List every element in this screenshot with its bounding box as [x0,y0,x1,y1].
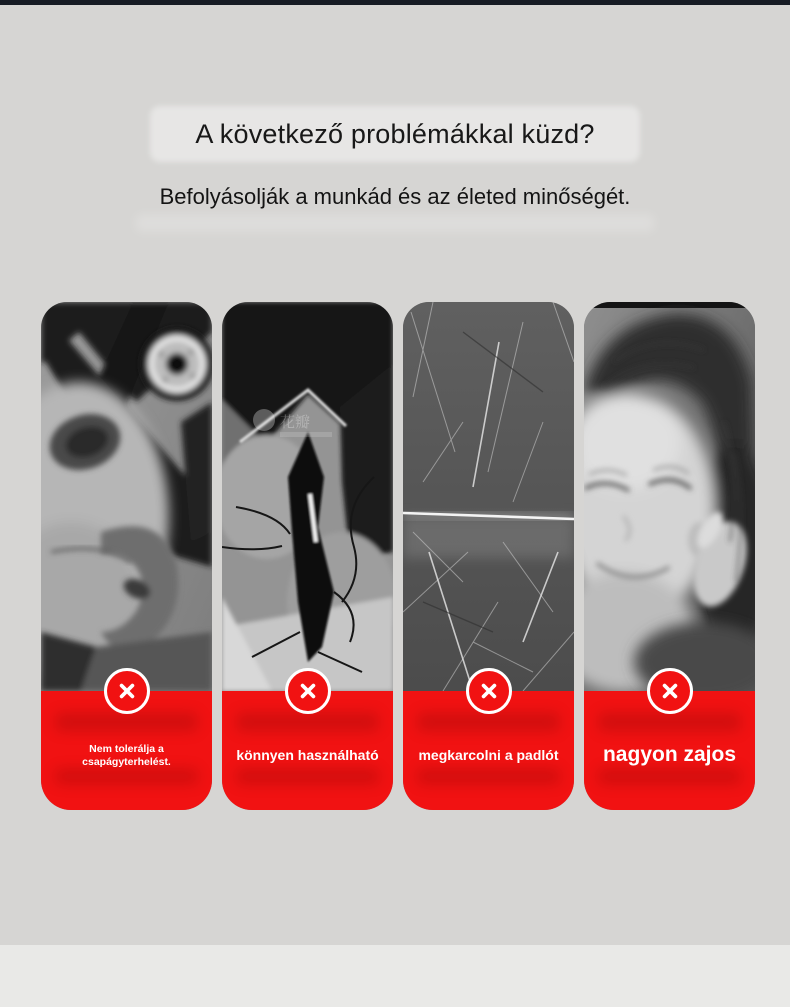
x-circle-icon [104,668,150,714]
card-label: megkarcolni a padlót [418,747,559,764]
ghost-text-band [236,713,379,731]
ghost-text-band [417,713,560,731]
ghost-text-band [417,769,560,784]
child-covering-ears-photo [584,302,755,691]
footer-light-strip [0,945,790,1007]
page-title: A következő problémákkal küzd? [195,119,595,149]
ghost-text-band [598,713,741,731]
huaban-watermark: 花瓣 [280,414,311,431]
subtitle-smudge [135,214,655,232]
x-circle-icon [647,668,693,714]
problem-card-cracked [222,302,393,810]
child-photo-art [584,302,755,691]
card-label: nagyon zajos [602,743,737,767]
ghost-text-band [598,769,741,784]
problem-card-scratched [403,302,574,810]
card-label: Nem tolerálja a csapágyterhelést. [82,743,171,768]
ghost-text-band [55,769,198,784]
ghost-text-band [55,713,198,731]
x-circle-icon [285,668,331,714]
cracked-photo-art [222,302,393,691]
x-circle-icon [466,668,512,714]
cracked-broken-surface-photo [222,302,393,691]
bearing-photo-art [41,302,212,691]
worn-caster-wheel-bearing-photo [41,302,212,691]
page-subtitle: Befolyásolják a munkád és az életed minőségét. [159,184,631,209]
problem-cards-row [41,302,755,810]
scratched-floor-photo [403,302,574,691]
scratched-photo-art [403,302,574,691]
top-dark-bar [0,0,790,5]
ghost-text-band [236,769,379,784]
problem-card-bearing [41,302,212,810]
card-label: könnyen használható [236,747,379,764]
problem-card-noisy [584,302,755,810]
